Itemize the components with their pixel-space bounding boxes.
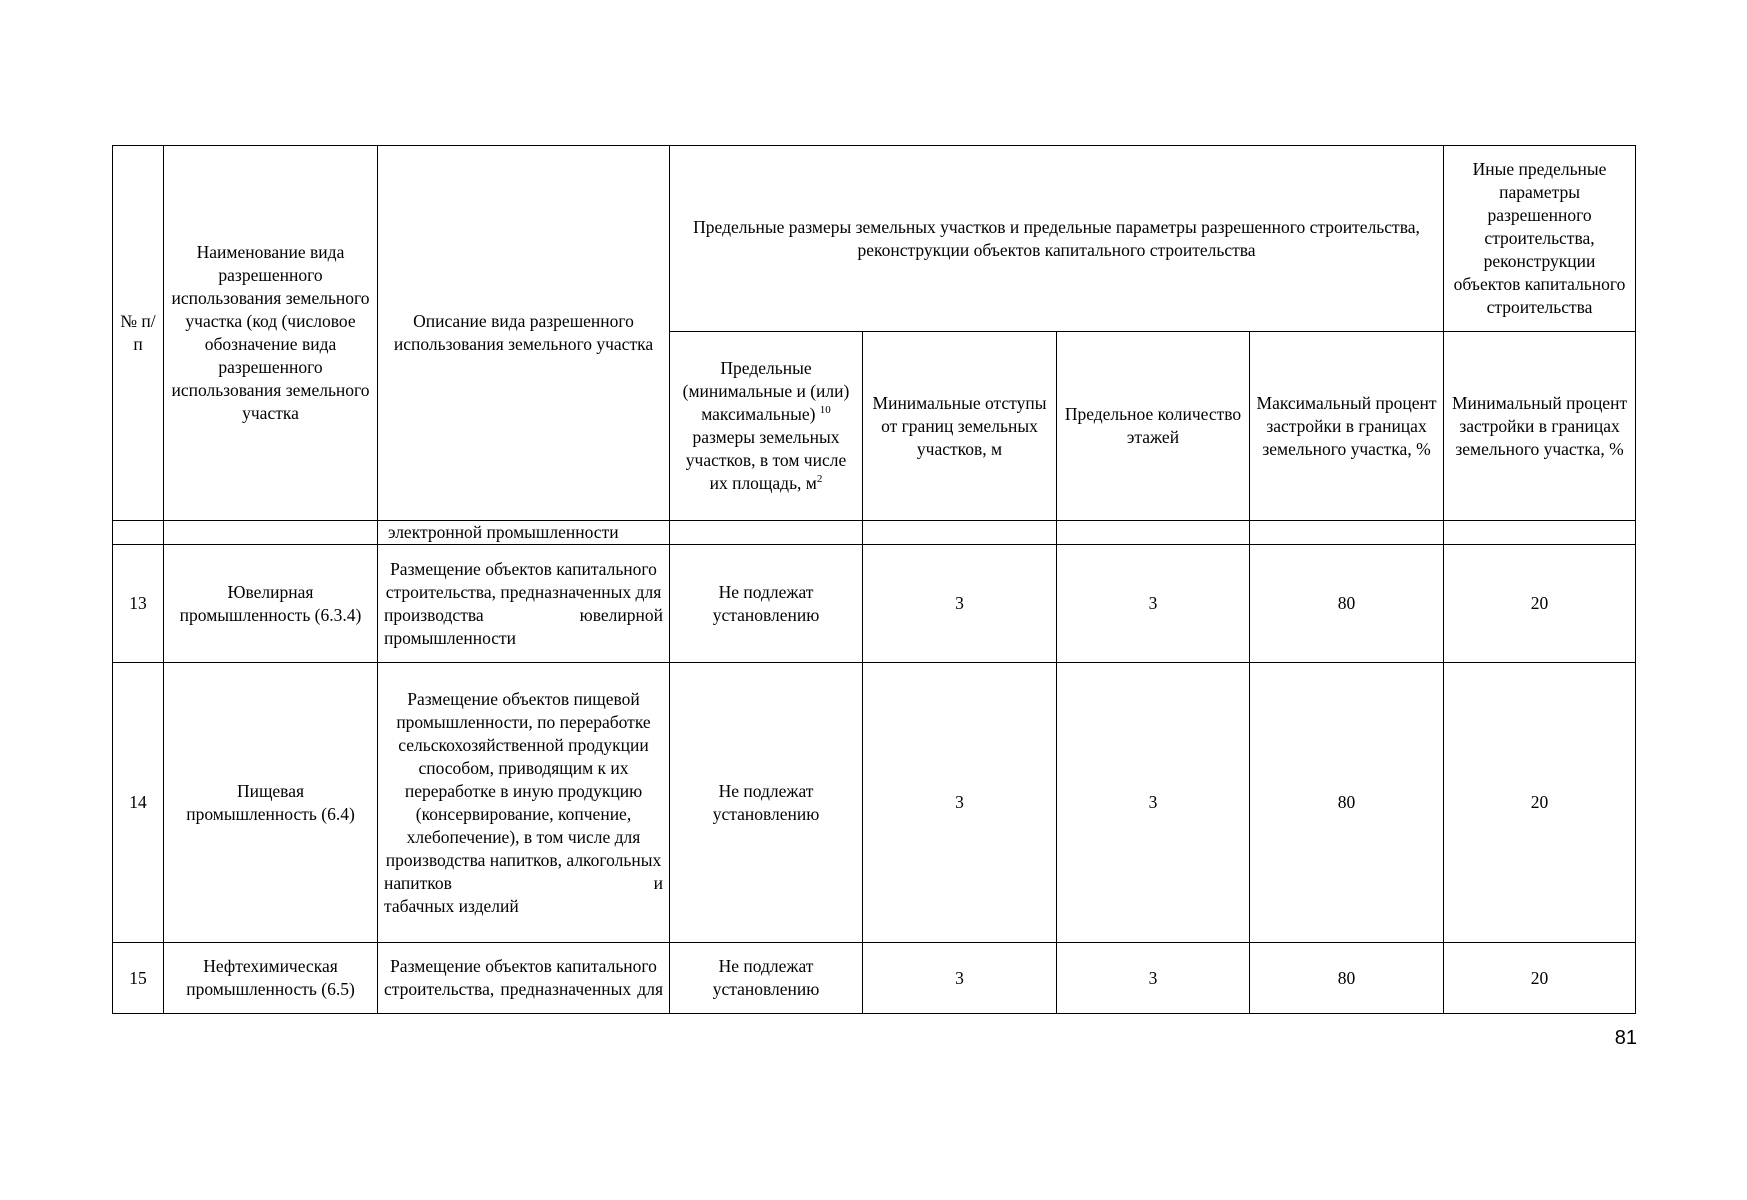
header-name: Наименование вида разрешенного использования земельного участка (код (числовое обозначение вида разрешенного использования земельного участка (164, 146, 378, 521)
row-num: 13 (113, 545, 164, 663)
header-sizes-pre: Предельные (минимальные и (или) максимальные) (682, 358, 850, 424)
page-number: 81 (1614, 1027, 1637, 1049)
row-desc (378, 663, 670, 943)
row-setback: 3 (863, 545, 1057, 663)
header-sizes (670, 332, 863, 521)
empty-cell (113, 521, 164, 545)
unit-sup: 2 (816, 473, 823, 486)
empty-cell (863, 521, 1057, 545)
header-max-build: Максимальный процент застройки в границах земельного участка, % (1250, 332, 1444, 521)
row-min-build: 20 (1444, 663, 1636, 943)
header-min-build: Минимальный процент застройки в границах земельного участка, % (1444, 332, 1636, 521)
row-desc-body: Размещение объектов пищевой промышленности, по переработке сельскохозяйственной продукции способом, приводящим к их переработке в иную продукцию (консервирование, копчение, хлебопечение), в том числе для производства напитков, алкогольных напитков и (384, 688, 663, 893)
row-desc (378, 943, 670, 1014)
row-min-build: 20 (1444, 545, 1636, 663)
header-sizes-post: размеры земельных участков, в том числе их площадь, м (685, 427, 847, 493)
row-name: Нефтехимическая промышленность (6.5) (164, 943, 378, 1014)
row-desc-last: табачных изделий (384, 895, 519, 916)
header-row-1 (113, 146, 1636, 332)
header-limits: Предельные размеры земельных участков и предельные параметры разрешенного строительства, реконструкции объектов капитального строительства (670, 146, 1444, 332)
empty-cell (1057, 521, 1250, 545)
row-setback: 3 (863, 663, 1057, 943)
header-setback: Минимальные отступы от границ земельных участков, м (863, 332, 1057, 521)
carry-over-text: электронной промышленности (378, 521, 670, 545)
row-floors: 3 (1057, 663, 1250, 943)
header-desc: Описание вида разрешенного использования земельного участка (378, 146, 670, 521)
table-row (113, 545, 1636, 663)
table-row (113, 663, 1636, 943)
row-desc-body: Размещение объектов капитального строительства, предназначенных для производства ювелирной (384, 558, 663, 625)
header-num: № п/п (113, 146, 164, 521)
row-num: 14 (113, 663, 164, 943)
row-desc-body: Размещение объектов капитального строительства, предназначенных для (384, 956, 663, 999)
row-sizes: Не подлежат установлению (670, 943, 863, 1014)
row-name: Ювелирная промышленность (6.3.4) (164, 545, 378, 663)
carry-over-row (113, 521, 1636, 545)
table-row (113, 943, 1636, 1014)
row-max-build: 80 (1250, 943, 1444, 1014)
row-num: 15 (113, 943, 164, 1014)
row-sizes: Не подлежат установлению (670, 545, 863, 663)
row-floors: 3 (1057, 545, 1250, 663)
empty-cell (670, 521, 863, 545)
row-desc-last: промышленности (384, 627, 517, 648)
row-sizes: Не подлежат установлению (670, 663, 863, 943)
header-floors: Предельное количество этажей (1057, 332, 1250, 521)
empty-cell (164, 521, 378, 545)
row-min-build: 20 (1444, 943, 1636, 1014)
row-name: Пищевая промышленность (6.4) (164, 663, 378, 943)
empty-cell (1250, 521, 1444, 545)
footnote-ref: 10 (819, 404, 831, 417)
row-max-build: 80 (1250, 545, 1444, 663)
row-setback: 3 (863, 943, 1057, 1014)
row-max-build: 80 (1250, 663, 1444, 943)
row-desc (378, 545, 670, 663)
land-use-table (112, 145, 1636, 1014)
empty-cell (1444, 521, 1636, 545)
header-other: Иные предельные параметры разрешенного строительства, реконструкции объектов капитального строительства (1444, 146, 1636, 332)
row-floors: 3 (1057, 943, 1250, 1014)
